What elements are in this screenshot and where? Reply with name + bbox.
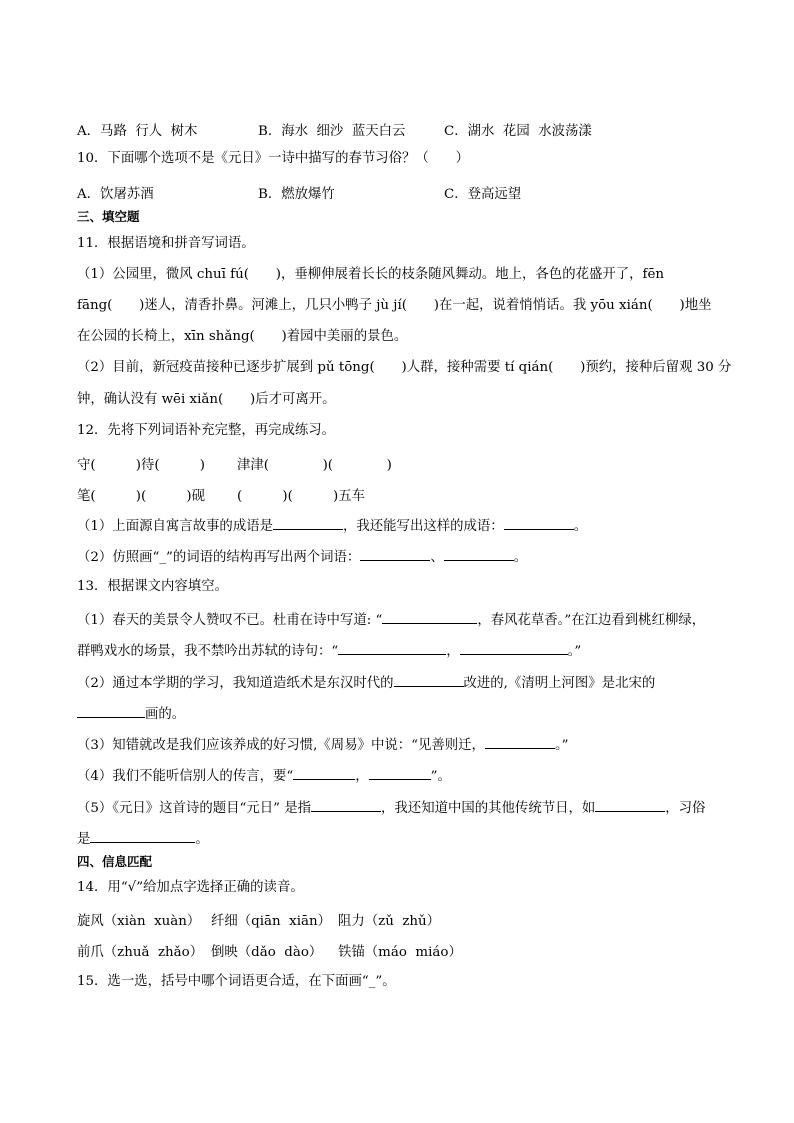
q10-option-c[interactable]: C．登高远望 bbox=[444, 187, 522, 202]
q11-stem: 11．根据语境和拼音写词语。 bbox=[77, 236, 255, 251]
q15-stem: 15．选一选，括号中哪个词语更合适，在下面画“_”。 bbox=[77, 974, 396, 989]
q12-stem: 12．先将下列词语补充完整，再完成练习。 bbox=[77, 423, 336, 438]
q12-sub-2-blank-1[interactable] bbox=[360, 547, 430, 561]
q10-stem: 10．下面哪个选项不是《元日》一诗中描写的春节习俗？（ ） bbox=[77, 151, 469, 166]
q13-sub-3-blank-1[interactable] bbox=[485, 735, 555, 749]
q13-sub-4-blank-2[interactable] bbox=[369, 766, 431, 780]
q12-sub-2-text-a: （2）仿照画“_”的词语的结构再写出两个词语： bbox=[77, 550, 361, 565]
q13-sub-1-text-d: ， bbox=[446, 644, 460, 659]
q12-word-2[interactable]: 津津( )( ) bbox=[237, 458, 392, 473]
q13-sub-4-text-b: ， bbox=[355, 769, 369, 784]
q12-sub-1-text-a: （1）上面源自寓言故事的成语是 bbox=[77, 519, 273, 534]
q14-item-5[interactable]: 倒映（dǎo dào） bbox=[211, 945, 323, 960]
q14-item-1[interactable]: 旋风（xiàn xuàn） bbox=[77, 914, 201, 929]
q13-sub-1-line1 bbox=[77, 610, 705, 630]
q13-sub-5-text-e: 。 bbox=[195, 832, 209, 847]
q13-sub-1-text-a: （1）春天的美景令人赞叹不已。杜甫在诗中写道: “ bbox=[77, 613, 383, 628]
q13-sub-3-text-a: （3）知错就改是我们应该养成的好习惯,《周易》中说：“见善则迁， bbox=[77, 738, 485, 753]
section-3-heading: 三、填空题 bbox=[77, 209, 140, 224]
q14-item-6[interactable]: 铁锚（máo miáo） bbox=[338, 945, 462, 960]
q13-sub-1-text-b: ，春风花草香。”在江边看到桃红柳绿， bbox=[477, 613, 706, 628]
q12-sub-2-text-c: 。 bbox=[513, 550, 528, 565]
q10-option-a[interactable]: A．饮屠苏酒 bbox=[77, 187, 154, 202]
q13-sub-5-blank-1[interactable] bbox=[311, 798, 381, 812]
q13-sub-2-blank-1[interactable] bbox=[394, 673, 464, 687]
q11-p1-line1: （1）公园里，微风 chuī fú( )，垂柳伸展着长长的枝条随风舞动。地上，各色的花盛开了，fēn bbox=[77, 267, 665, 282]
q13-sub-5-text-c: ，习俗 bbox=[665, 801, 706, 816]
q13-sub-2-text-c: 画的。 bbox=[145, 707, 186, 722]
q14-item-3[interactable]: 阻力（zǔ zhǔ） bbox=[338, 914, 441, 929]
q13-sub-1-blank-1[interactable] bbox=[382, 610, 477, 624]
q12-sub-2-text-b: 、 bbox=[430, 550, 444, 565]
q13-sub-1-blank-3[interactable] bbox=[460, 641, 568, 655]
q13-sub-3-text-b: 。” bbox=[554, 738, 569, 753]
q13-sub-5-line1 bbox=[77, 798, 705, 818]
q13-sub-4-text-c: ”。 bbox=[430, 769, 451, 784]
section-4-heading: 四、信息匹配 bbox=[77, 854, 153, 869]
q13-sub-2-text-b: 改进的,《清明上河图》是北宋的 bbox=[463, 676, 656, 691]
q14-item-4[interactable]: 前爪（zhuǎ zhǎo） bbox=[77, 945, 204, 960]
q11-p1-line2: fāng( )迷人，清香扑鼻。河滩上，几只小鸭子 jù jí( )在一起，说着悄悄话。我 yōu xián( )地坐 bbox=[77, 298, 712, 313]
q12-sub-1 bbox=[77, 516, 587, 536]
q12-sub-2-blank-2[interactable] bbox=[444, 547, 514, 561]
q12-word-4[interactable]: ( )( )五车 bbox=[237, 489, 366, 504]
q13-sub-5-text-d: 是 bbox=[77, 832, 91, 847]
q13-stem: 13．根据课文内容填空。 bbox=[77, 579, 228, 594]
q13-sub-5-line2 bbox=[77, 829, 209, 849]
q12-sub-2 bbox=[77, 547, 527, 567]
q13-sub-1-text-e: 。” bbox=[567, 644, 582, 659]
q11-p1-line3: 在公园的长椅上，xīn shǎng( )着园中美丽的景色。 bbox=[77, 329, 408, 344]
q13-sub-2-line2 bbox=[77, 704, 185, 724]
q12-sub-1-text-b: ，我还能写出这样的成语： bbox=[343, 519, 504, 534]
q12-word-3[interactable]: 笔( )( )砚 bbox=[77, 489, 206, 504]
q13-sub-1-text-c: 群鸭戏水的场景，我不禁吟出苏轼的诗句：“ bbox=[77, 644, 339, 659]
q13-sub-4-blank-1[interactable] bbox=[293, 766, 355, 780]
q14-item-2[interactable]: 纤细（qiān xiān） bbox=[211, 914, 331, 929]
q12-sub-1-blank-2[interactable] bbox=[504, 516, 574, 530]
q9-option-a[interactable]: A．马路 行人 树木 bbox=[77, 124, 198, 139]
q9-option-c[interactable]: C．湖水 花园 水波荡漾 bbox=[444, 124, 592, 139]
q11-p2-line2: 钟，确认没有 wēi xiǎn( )后才可离开。 bbox=[77, 392, 336, 407]
q13-sub-4-text-a: （4）我们不能听信别人的传言，要“ bbox=[77, 769, 294, 784]
q13-sub-5-text-b: ，我还知道中国的其他传统节日，如 bbox=[381, 801, 596, 816]
q13-sub-2-line1 bbox=[77, 673, 655, 693]
q14-stem: 14．用“√”给加点字选择正确的读音。 bbox=[77, 880, 304, 895]
q13-sub-1-blank-2[interactable] bbox=[338, 641, 446, 655]
q10-option-b[interactable]: B．燃放爆竹 bbox=[258, 187, 335, 202]
q12-sub-1-blank-1[interactable] bbox=[273, 516, 343, 530]
q13-sub-4 bbox=[77, 766, 451, 786]
q13-sub-2-text-a: （2）通过本学期的学习，我知道造纸术是东汉时代的 bbox=[77, 676, 394, 691]
q13-sub-2-blank-2[interactable] bbox=[77, 704, 145, 718]
q12-word-1[interactable]: 守( )待( ) bbox=[77, 458, 206, 473]
q13-sub-5-text-a: （5）《元日》这首诗的题目“元日” 是指 bbox=[77, 801, 312, 816]
q13-sub-5-blank-2[interactable] bbox=[595, 798, 665, 812]
q13-sub-5-blank-3[interactable] bbox=[90, 829, 195, 843]
q13-sub-1-line2 bbox=[77, 641, 581, 661]
q13-sub-3 bbox=[77, 735, 569, 755]
q12-sub-1-text-c: 。 bbox=[573, 519, 588, 534]
q9-option-b[interactable]: B．海水 细沙 蓝天白云 bbox=[258, 124, 406, 139]
q11-p2-line1: （2）目前，新冠疫苗接种已逐步扩展到 pǔ tōng( )人群，接种需要 tí qián( )预约，接种后留观 30 分 bbox=[77, 360, 732, 375]
